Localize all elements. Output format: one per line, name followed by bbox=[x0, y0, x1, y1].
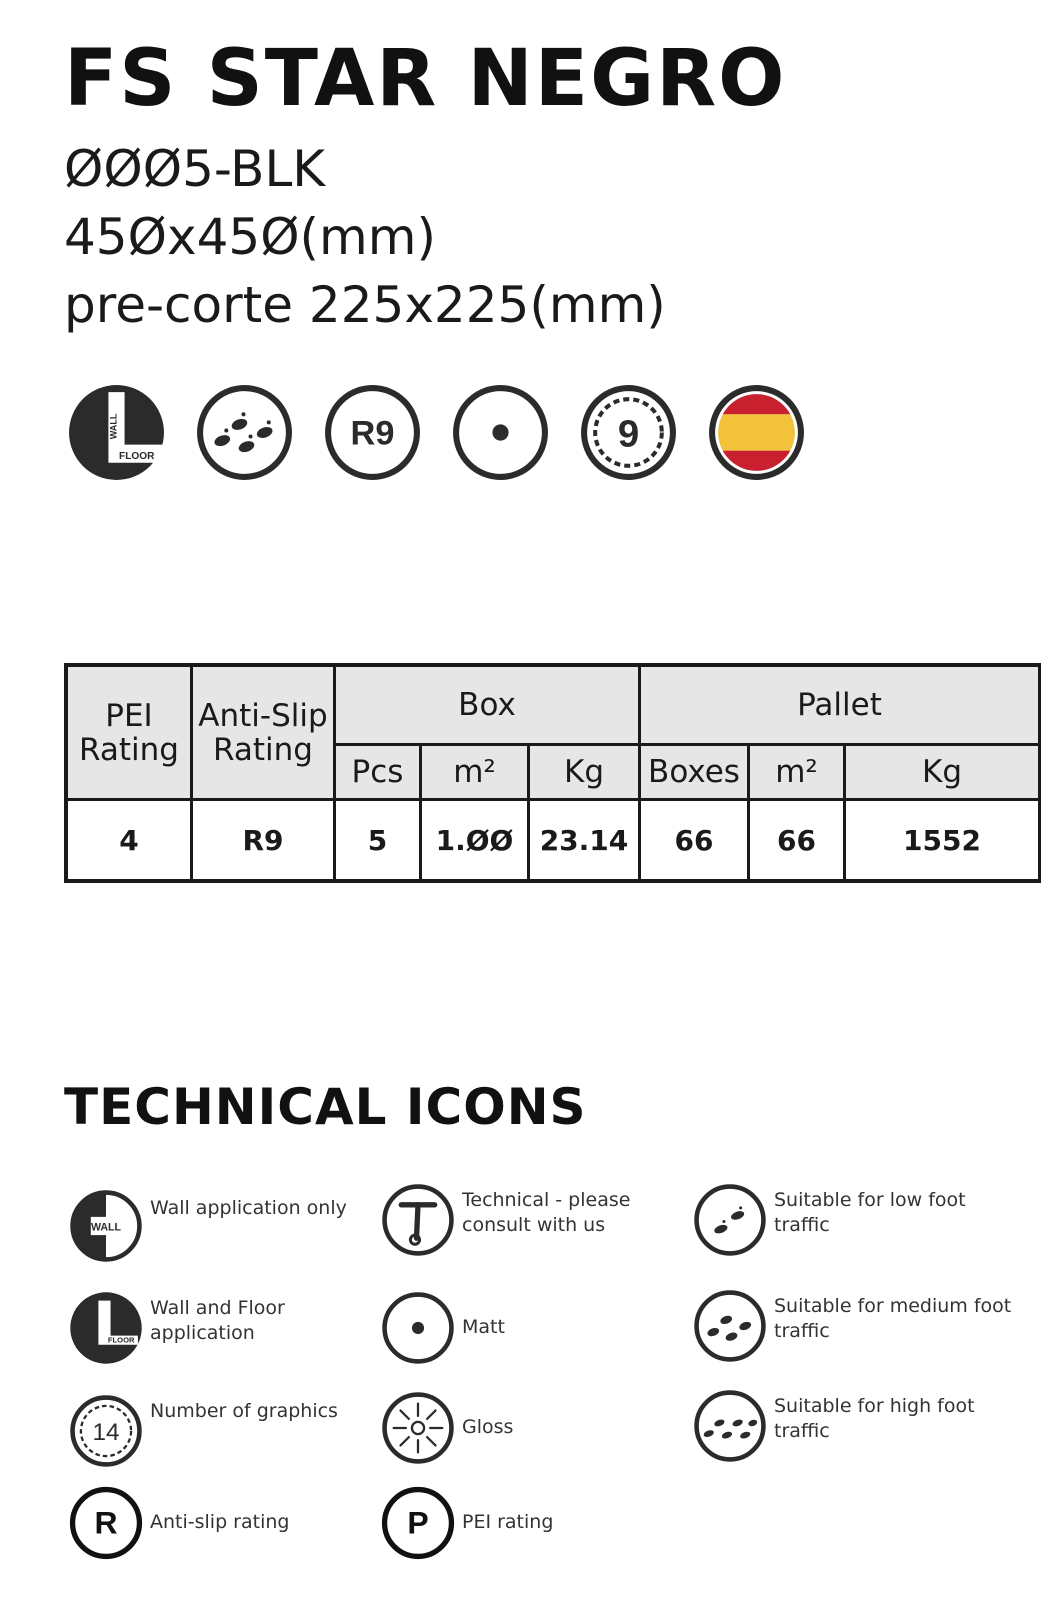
wall-floor-icon bbox=[68, 1290, 144, 1366]
high-foot-traffic-icon bbox=[692, 1388, 768, 1464]
technical-icon bbox=[380, 1182, 456, 1258]
wall-icon bbox=[68, 1188, 144, 1264]
r9-badge-text: R9 bbox=[350, 414, 395, 453]
low-foot-traffic-icon bbox=[692, 1182, 768, 1258]
cell-pallet-boxes: 66 bbox=[640, 800, 749, 882]
packaging-spec-table bbox=[64, 663, 1041, 883]
product-code: ØØØ5-BLK bbox=[64, 140, 326, 198]
legend-label: Wall and Floor application bbox=[150, 1297, 285, 1344]
wall-floor-icon bbox=[66, 382, 167, 483]
product-precut: pre-corte 225x225(mm) bbox=[64, 276, 666, 334]
cell-box-kg: 23.14 bbox=[529, 800, 640, 882]
header-pei-rating: PEI Rating bbox=[66, 665, 192, 800]
pei-rating-icon bbox=[380, 1485, 456, 1561]
anti-slip-r9-icon bbox=[322, 382, 423, 483]
number-of-graphics-icon bbox=[68, 1393, 144, 1469]
legend-label: Matt bbox=[462, 1316, 505, 1338]
gloss-icon bbox=[380, 1390, 456, 1466]
spain-flag-icon bbox=[706, 382, 807, 483]
technical-icons-title: TECHNICAL ICONS bbox=[64, 1078, 587, 1136]
header-box-pcs: Pcs bbox=[335, 745, 421, 800]
legend-label: Number of graphics bbox=[150, 1400, 338, 1422]
feature-badges bbox=[66, 382, 807, 483]
legend-label: Suitable for low foot traffic bbox=[774, 1189, 966, 1236]
header-box: Box bbox=[335, 665, 640, 745]
wall-floor-icon-text: FLOOR bbox=[107, 1335, 135, 1345]
cell-antislip: R9 bbox=[192, 800, 335, 882]
legend-label: Technical - please consult with us bbox=[462, 1189, 631, 1236]
product-title: FS STAR NEGRO bbox=[64, 34, 787, 124]
anti-slip-rating-icon bbox=[68, 1485, 144, 1561]
legend-label: Gloss bbox=[462, 1416, 514, 1438]
graphics-badge-text: 9 bbox=[617, 412, 640, 456]
table-row bbox=[66, 800, 1040, 882]
cell-pallet-m2: 66 bbox=[749, 800, 845, 882]
wall-floor-badge-floor-text: FLOOR bbox=[119, 450, 155, 462]
header-pallet-kg: Kg bbox=[845, 745, 1041, 800]
legend-label: Suitable for high foot traffic bbox=[774, 1395, 975, 1442]
number-of-graphics-icon bbox=[578, 382, 679, 483]
wall-icon-text: WALL bbox=[90, 1221, 122, 1234]
product-size: 45Øx45Ø(mm) bbox=[64, 208, 436, 266]
header-anti-slip-rating: Anti-Slip Rating bbox=[192, 665, 335, 800]
medium-foot-traffic-icon bbox=[692, 1288, 768, 1364]
medium-foot-traffic-icon bbox=[194, 382, 295, 483]
graphics-icon-text: 14 bbox=[92, 1419, 120, 1447]
pei-icon-text: P bbox=[407, 1504, 429, 1541]
header-pallet: Pallet bbox=[640, 665, 1041, 745]
legend-label: Anti-slip rating bbox=[150, 1511, 290, 1533]
cell-box-pcs: 5 bbox=[335, 800, 421, 882]
wall-floor-badge-wall-text: WALL bbox=[108, 413, 119, 440]
matt-icon bbox=[450, 382, 551, 483]
cell-pallet-kg: 1552 bbox=[845, 800, 1041, 882]
legend-label: PEI rating bbox=[462, 1511, 554, 1533]
cell-box-m2: 1.ØØ bbox=[421, 800, 529, 882]
legend-label: Suitable for medium foot traffic bbox=[774, 1295, 1012, 1342]
legend-label: Wall application only bbox=[150, 1197, 347, 1219]
header-pallet-boxes: Boxes bbox=[640, 745, 749, 800]
cell-pei: 4 bbox=[66, 800, 192, 882]
header-box-m2: m² bbox=[421, 745, 529, 800]
anti-slip-icon-text: R bbox=[94, 1504, 118, 1541]
header-pallet-m2: m² bbox=[749, 745, 845, 800]
matt-icon bbox=[380, 1290, 456, 1366]
header-box-kg: Kg bbox=[529, 745, 640, 800]
